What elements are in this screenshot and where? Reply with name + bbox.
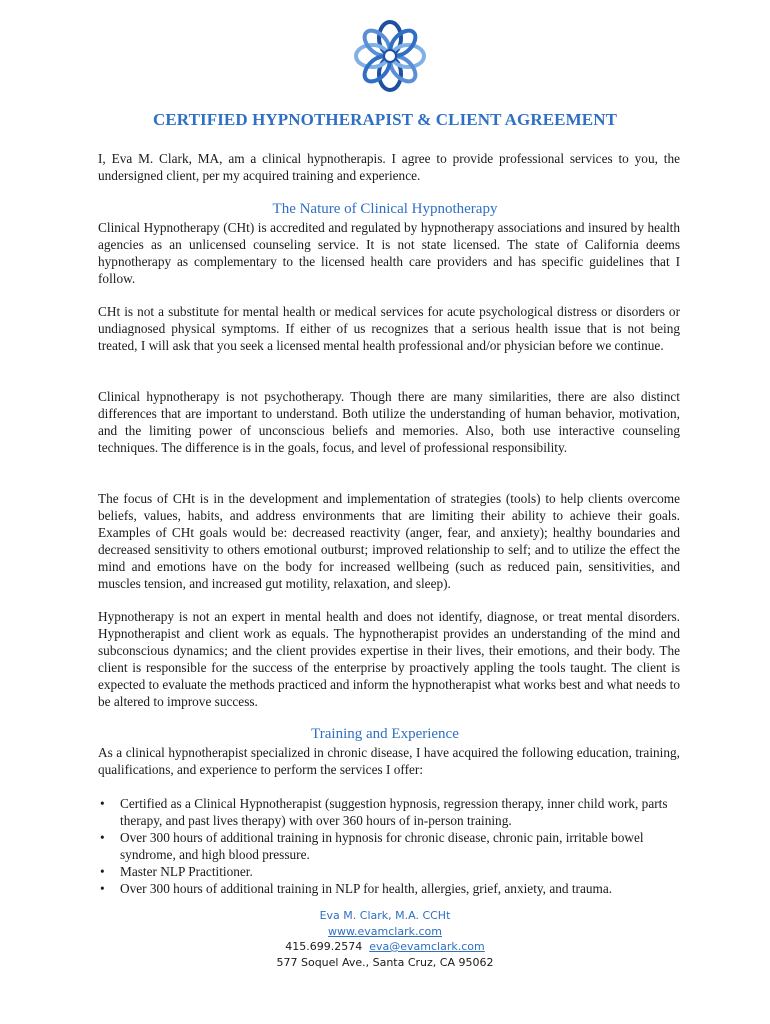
page-title: CERTIFIED HYPNOTHERAPIST & CLIENT AGREEMENT xyxy=(152,110,618,129)
list-item: • Over 300 hours of additional training in NLP for health, allergies, grief, anxiety, and trauma. xyxy=(98,880,698,897)
training-list xyxy=(98,795,698,897)
list-item: • Master NLP Practitioner. xyxy=(98,863,698,880)
training-heading: Training and Experience xyxy=(311,726,459,742)
email-link[interactable]: eva@evamclark.com xyxy=(369,940,485,953)
nature-paragraph-1: Clinical Hypnotherapy (CHt) is accredited and regulated by hypnotherapy associations and insured by health agencies as an unlicensed counseling service. It is not state licensed. The state of California deems hypnotherapy as complementary to the licensed health care providers and has specific guidelines that I follow. xyxy=(98,220,680,286)
interlocking-rings-logo-icon xyxy=(352,18,428,94)
nature-paragraph-5: Hypnotherapy is not an expert in mental health and does not identify, diagnose, or treat mental disorders. Hypnotherapist and client work as equals. The hypnotherapist provides an understanding of the mind and subconscious dynamics; and the client provides expertise in their lives, their emotions, and their body. The client is responsible for the success of the enterprise by proactively appling the tools taught. The client is expected to evaluate the methods practiced and inform the hypnotherapist what works best and what needs to be altered to improve success. xyxy=(98,609,680,709)
intro-paragraph: I, Eva M. Clark, MA, am a clinical hypnotherapis. I agree to provide professional services to you, the undersigned client, per my acquired training and experience. xyxy=(98,151,680,183)
website-link[interactable]: www.evamclark.com xyxy=(328,924,442,938)
nature-paragraph-2: CHt is not a substitute for mental health or medical services for acute psychological distress or disorders or undiagnosed physical symptoms. If either of us recognizes that a serious health issue that is not being treated, I will ask that you seek a licensed mental health professional and/or physician before we continue. xyxy=(98,304,680,353)
nature-heading: The Nature of Clinical Hypnotherapy xyxy=(272,201,498,217)
list-item: • Over 300 hours of additional training in hypnosis for chronic disease, chronic pain, irritable bowel syndrome, and high blood pressure. xyxy=(98,829,698,863)
footer-phone: 415.699.2574 xyxy=(285,940,363,953)
list-item: • Certified as a Clinical Hypnotherapist (suggestion hypnosis, regression therapy, inner child work, parts therapy, and past lives therapy) with over 360 hours of in-person training. xyxy=(98,795,698,829)
footer-address: 577 Soquel Ave., Santa Cruz, CA 95062 xyxy=(276,955,494,969)
footer xyxy=(0,908,770,970)
nature-paragraph-4: The focus of CHt is in the development and implementation of strategies (tools) to help clients overcome beliefs, values, habits, and address environments that are limiting their ability to achieve their goals. Examples of CHt goals would be: decreased reactivity (anger, fear, and anxiety); healthy boundaries and decreased sensitivity to others emotional outburst; improved relationship to self; and to utilize the effect the mind and emotions have on the body for increased wellbeing (such as reduced pain, sensitivities, and muscles tension, and increased gut motility, relaxation, and sleep). xyxy=(98,491,680,591)
training-intro: As a clinical hypnotherapist specialized in chronic disease, I have acquired the following education, training, qualifications, and experience to perform the services I offer: xyxy=(98,745,680,777)
nature-paragraph-3: Clinical hypnotherapy is not psychotherapy. Though there are many similarities, there are also distinct differences that are important to understand. Both utilize the understanding of human behavior, motivation, and the limiting power of unconscious beliefs and memories. Also, both use interactive counseling techniques. The difference is in the goals, focus, and level of professional responsibility. xyxy=(98,389,680,455)
footer-name: Eva M. Clark, M.A. CCHt xyxy=(319,909,451,922)
